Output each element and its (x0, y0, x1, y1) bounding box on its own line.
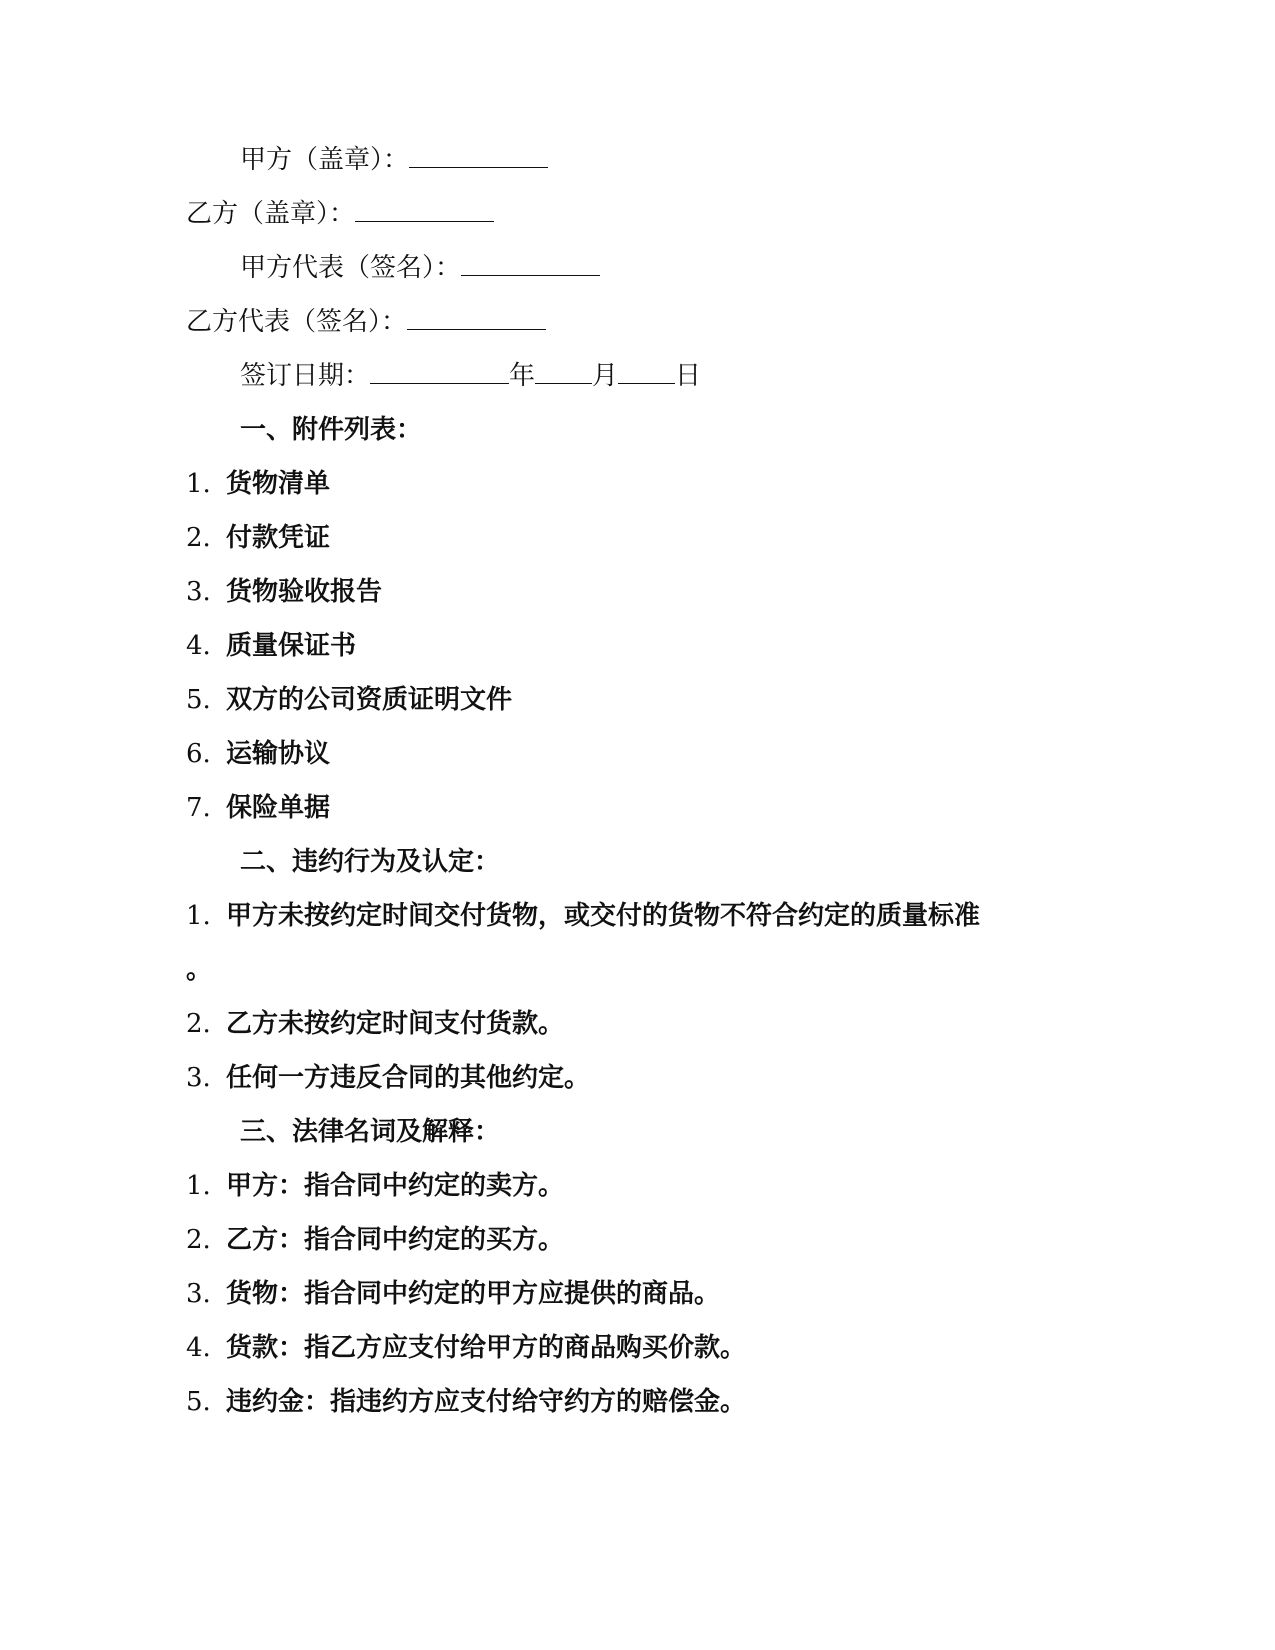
party-a-rep-blank (461, 253, 600, 276)
item-text: 违约金：指违约方应支付给守约方的赔偿金。 (226, 1387, 747, 1417)
list-item (186, 1222, 564, 1258)
party-b-rep-line (186, 304, 546, 340)
list-item (186, 1006, 564, 1042)
party-b-rep-label: 乙方代表（签名）： (186, 307, 408, 337)
year-label: 年 (509, 361, 536, 391)
party-b-seal-line (186, 196, 494, 232)
section2-title: 二、违约行为及认定： (240, 847, 501, 877)
item-text: 运输协议 (226, 739, 331, 769)
year-blank (370, 361, 509, 384)
sign-date-line (240, 358, 701, 394)
section1-title: 一、附件列表： (240, 415, 423, 445)
item-number: 1. (186, 469, 211, 499)
item-number: 2. (186, 1225, 211, 1255)
list-item (186, 628, 356, 664)
party-a-seal-blank (409, 145, 548, 168)
list-item (186, 790, 330, 826)
party-b-seal-label: 乙方（盖章）： (186, 199, 356, 229)
item-number: 1. (186, 1171, 211, 1201)
section3-title: 三、法律名词及解释： (240, 1117, 501, 1147)
item-number: 3. (186, 577, 211, 607)
month-label: 月 (592, 361, 619, 391)
party-a-seal-label: 甲方（盖章）： (240, 145, 410, 175)
list-item (186, 1168, 564, 1204)
item-text: 乙方：指合同中约定的买方。 (226, 1225, 565, 1255)
item-number: 3. (186, 1063, 211, 1093)
sign-date-label: 签订日期： (240, 361, 371, 391)
list-item (186, 736, 330, 772)
item-text: 货物验收报告 (226, 577, 383, 607)
list-item (186, 1330, 746, 1366)
list-item (186, 1276, 720, 1312)
list-item (186, 520, 330, 556)
item-text: 付款凭证 (226, 523, 331, 553)
item-number: 7. (186, 793, 211, 823)
item-text: 乙方未按约定时间支付货款。 (226, 1009, 565, 1039)
month-blank (535, 361, 592, 384)
item-text: 货物：指合同中约定的甲方应提供的商品。 (226, 1279, 721, 1309)
item-number: 6. (186, 739, 211, 769)
party-a-seal-line (240, 142, 548, 178)
list-item (186, 1384, 746, 1420)
item-number: 3. (186, 1279, 211, 1309)
item-number: 4. (186, 1333, 211, 1363)
list-item (186, 682, 512, 718)
party-a-rep-label: 甲方代表（签名）： (240, 253, 462, 283)
item-text: 甲方：指合同中约定的卖方。 (226, 1171, 565, 1201)
item-number: 1. (186, 901, 211, 931)
party-b-seal-blank (355, 199, 494, 222)
item-text: 甲方未按约定时间交付货物，或交付的货物不符合约定的质量标准 (226, 901, 981, 931)
item-text: 货物清单 (226, 469, 331, 499)
day-label: 日 (675, 361, 702, 391)
list-item (186, 574, 382, 610)
item-number: 5. (186, 1387, 211, 1417)
list-item (186, 1060, 590, 1096)
day-blank (618, 361, 675, 384)
party-a-rep-line (240, 250, 600, 286)
item-text: 任何一方违反合同的其他约定。 (226, 1063, 591, 1093)
item-text: 质量保证书 (226, 631, 357, 661)
item-text: 双方的公司资质证明文件 (226, 685, 513, 715)
item-text: 货款：指乙方应支付给甲方的商品购买价款。 (226, 1333, 747, 1363)
list-item (186, 466, 330, 502)
list-item (186, 898, 980, 934)
party-b-rep-blank (407, 307, 546, 330)
item-number: 4. (186, 631, 211, 661)
item-number: 2. (186, 523, 211, 553)
item-number: 2. (186, 1009, 211, 1039)
list-item-continuation: 。 (186, 955, 213, 985)
item-text: 保险单据 (226, 793, 331, 823)
item-number: 5. (186, 685, 211, 715)
